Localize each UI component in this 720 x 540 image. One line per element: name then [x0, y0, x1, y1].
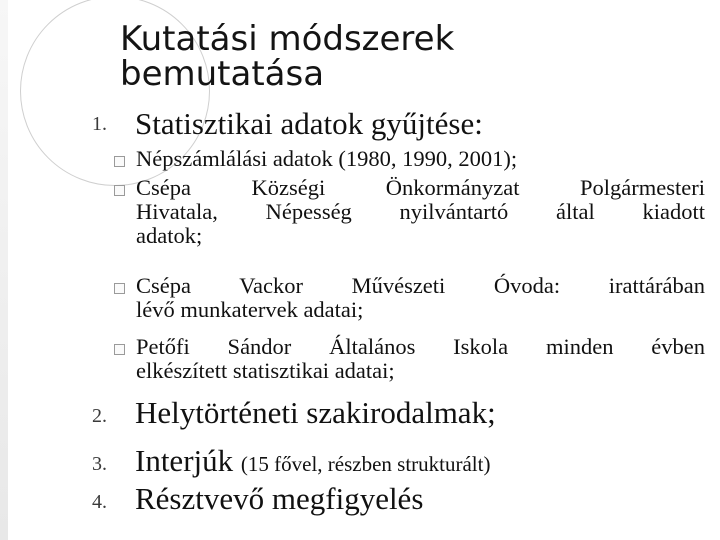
bullet-line: Petőfi Sándor Általános Iskola minden évben	[136, 334, 705, 359]
bullet-item-1	[136, 147, 705, 171]
bullet-line: Népszámlálási adatok (1980, 1990, 2001);	[136, 146, 518, 171]
checkbox-bullet-icon	[114, 156, 125, 167]
list-number-3: 3.	[92, 453, 107, 475]
list-text-3-main: Interjúk	[135, 443, 234, 478]
checkbox-bullet-icon	[114, 283, 125, 294]
slide-title: Kutatási módszerek bemutatása	[120, 19, 455, 94]
decorative-left-bar	[0, 0, 8, 540]
bullet-item-2	[136, 176, 705, 248]
bullet-line: adatok;	[136, 223, 203, 248]
bullet-item-4	[136, 335, 705, 383]
list-text-3-note: (15 fővel, részben strukturált)	[240, 452, 491, 476]
bullet-item-3	[136, 274, 705, 322]
list-number-4: 4.	[92, 491, 107, 513]
bullet-line: Hivatala, Népesség nyilvántartó által kiadott	[136, 199, 705, 224]
bullet-line: lévő munkatervek adatai;	[136, 297, 364, 322]
list-text-4: Résztvevő megfigyelés	[135, 481, 424, 516]
list-text-1: Statisztikai adatok gyűjtése:	[135, 106, 483, 141]
bullet-line: elkészített statisztikai adatai;	[136, 358, 395, 383]
checkbox-bullet-icon	[114, 344, 125, 355]
list-number-2: 2.	[92, 405, 107, 427]
bullet-line: Csépa Vackor Művészeti Óvoda: irattárában	[136, 273, 705, 298]
list-text-3	[135, 443, 490, 479]
checkbox-bullet-icon	[114, 185, 125, 196]
list-number-1: 1.	[92, 113, 107, 135]
list-text-2: Helytörténeti szakirodalmak;	[135, 395, 496, 430]
bullet-line: Csépa Községi Önkormányzat Polgármesteri	[136, 175, 705, 200]
